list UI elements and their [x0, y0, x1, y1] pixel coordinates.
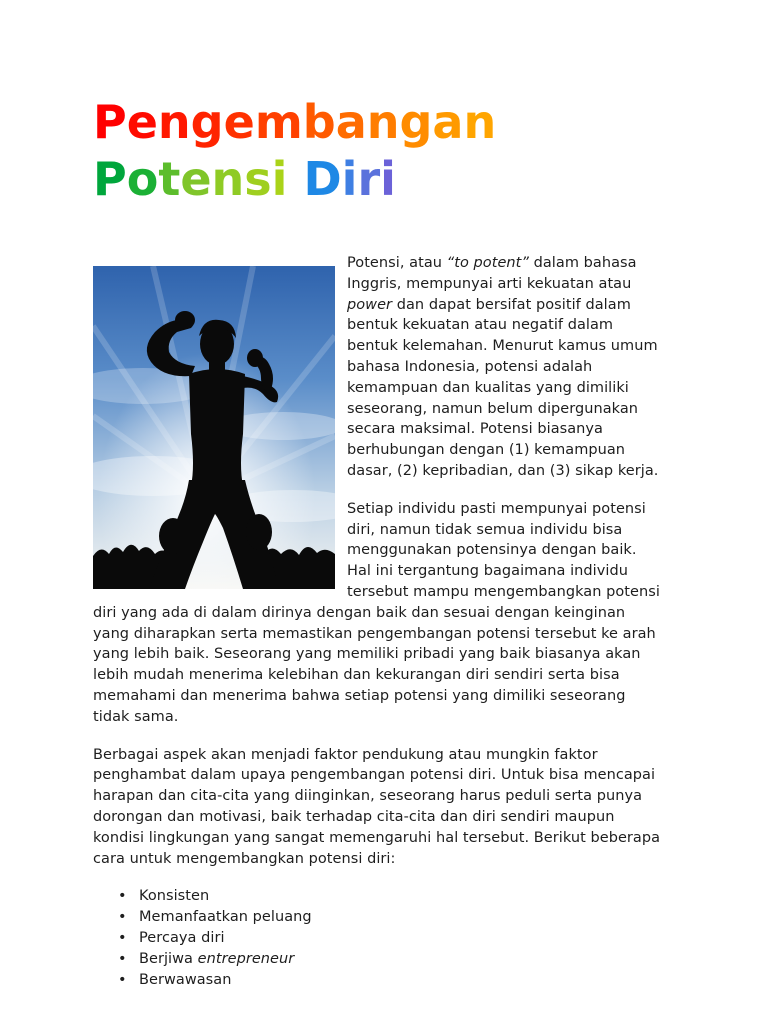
silhouette-photo [93, 266, 335, 589]
title-letter: D [303, 152, 342, 206]
title-letter: t [158, 152, 181, 206]
list-item [118, 907, 665, 928]
title-letter: e [180, 152, 212, 206]
bullet-icon: • [118, 929, 127, 946]
article-body [93, 253, 665, 990]
title-letter: r [357, 152, 381, 206]
bullet-icon: • [118, 950, 127, 967]
title-letter: g [399, 95, 433, 149]
paragraph-emphasis: “to potent” [446, 255, 529, 271]
paragraph-factors: Berbagai aspek akan menjadi faktor pendukung atau mungkin faktor penghambat dalam upaya pengembangan potensi diri. Untuk bisa mencapai harapan dan cita-cita yang diinginkan, seseorang harus peduli serta punya dorongan dan motivasi, baik terhadap cita-cita dan diri sendiri maupun kondisi lingkungan yang sangat memengaruhi hal tersebut. Berikut beberapa cara untuk mengembangkan potensi diri: [93, 746, 661, 867]
title-letter: n [211, 152, 245, 206]
title-letter: b [302, 95, 336, 149]
bullet-icon: • [118, 971, 127, 988]
silhouette-photo-image [93, 266, 335, 589]
list-item-text: Konsisten [139, 888, 210, 905]
list-item [118, 970, 665, 991]
list-item-text: Berjiwa [139, 950, 198, 967]
title-letter: i [380, 152, 396, 206]
title-letter: n [157, 95, 191, 149]
title-letter: P [93, 95, 127, 149]
title-letter: i [341, 152, 358, 206]
title-line-2 [93, 151, 496, 208]
title-line-1 [93, 94, 496, 151]
title-letter: n [463, 95, 497, 149]
bullet-icon: • [118, 909, 127, 926]
list-item-text: Berwawasan [139, 971, 232, 988]
document-title [93, 94, 496, 208]
title-letter: g [190, 95, 224, 149]
list-item-emphasis: entrepreneur [197, 950, 295, 967]
title-letter: e [223, 95, 255, 149]
list-item-text: Percaya diri [139, 929, 225, 946]
title-letter: s [244, 152, 272, 206]
list-item-text: Memanfaatkan peluang [139, 909, 312, 926]
title-letter [287, 152, 303, 206]
title-letter: P [93, 152, 127, 206]
paragraph-text: Potensi, atau [347, 255, 447, 271]
paragraph-text: dalam bahasa Inggris, mempunyai arti kekuatan atau [347, 255, 637, 292]
paragraph-individual-potential: Setiap individu pasti mempunyai potensi diri, namun tidak semua individu bisa menggunakan potensinya dengan baik. Hal ini tergantung bagaimana individu tersebut mampu mengembangkan potensi diri yang ada di dalam dirinya dengan baik dan sesuai dengan keinginan yang diharapkan serta memastikan pengembangan potensi tersebut ke arah yang lebih baik. Seseorang yang memiliki pribadi yang baik biasanya akan lebih mudah menerima kelebihan dan kekurangan diri sendiri serta bisa memahami dan menerima bahwa setiap potensi yang dimiliki seseorang tidak sama. [93, 500, 660, 725]
list-item [118, 886, 665, 907]
bullet-icon: • [118, 888, 127, 905]
title-letter: a [335, 95, 367, 149]
list-item [118, 949, 665, 970]
title-letter: e [126, 95, 158, 149]
paragraph-text: dan dapat bersifat positif dalam bentuk kekuatan atau negatif dalam bentuk kelemahan. Menurut kamus umum bahasa Indonesia, potensi adalah kemampuan dan kualitas yang dimiliki seseorang, namun belum dipergunakan secara maksimal. Potensi biasanya berhubungan dengan (1) kemampuan dasar, (2) kepribadian, dan (3) sikap kerja. [347, 296, 659, 479]
paragraph-emphasis: power [347, 296, 393, 313]
title-letter: o [126, 152, 159, 206]
title-letter: m [254, 95, 303, 149]
title-letter: i [271, 152, 288, 206]
title-letter: a [432, 95, 464, 149]
development-ways-list [93, 886, 665, 990]
title-letter: n [366, 95, 400, 149]
list-item [118, 928, 665, 949]
